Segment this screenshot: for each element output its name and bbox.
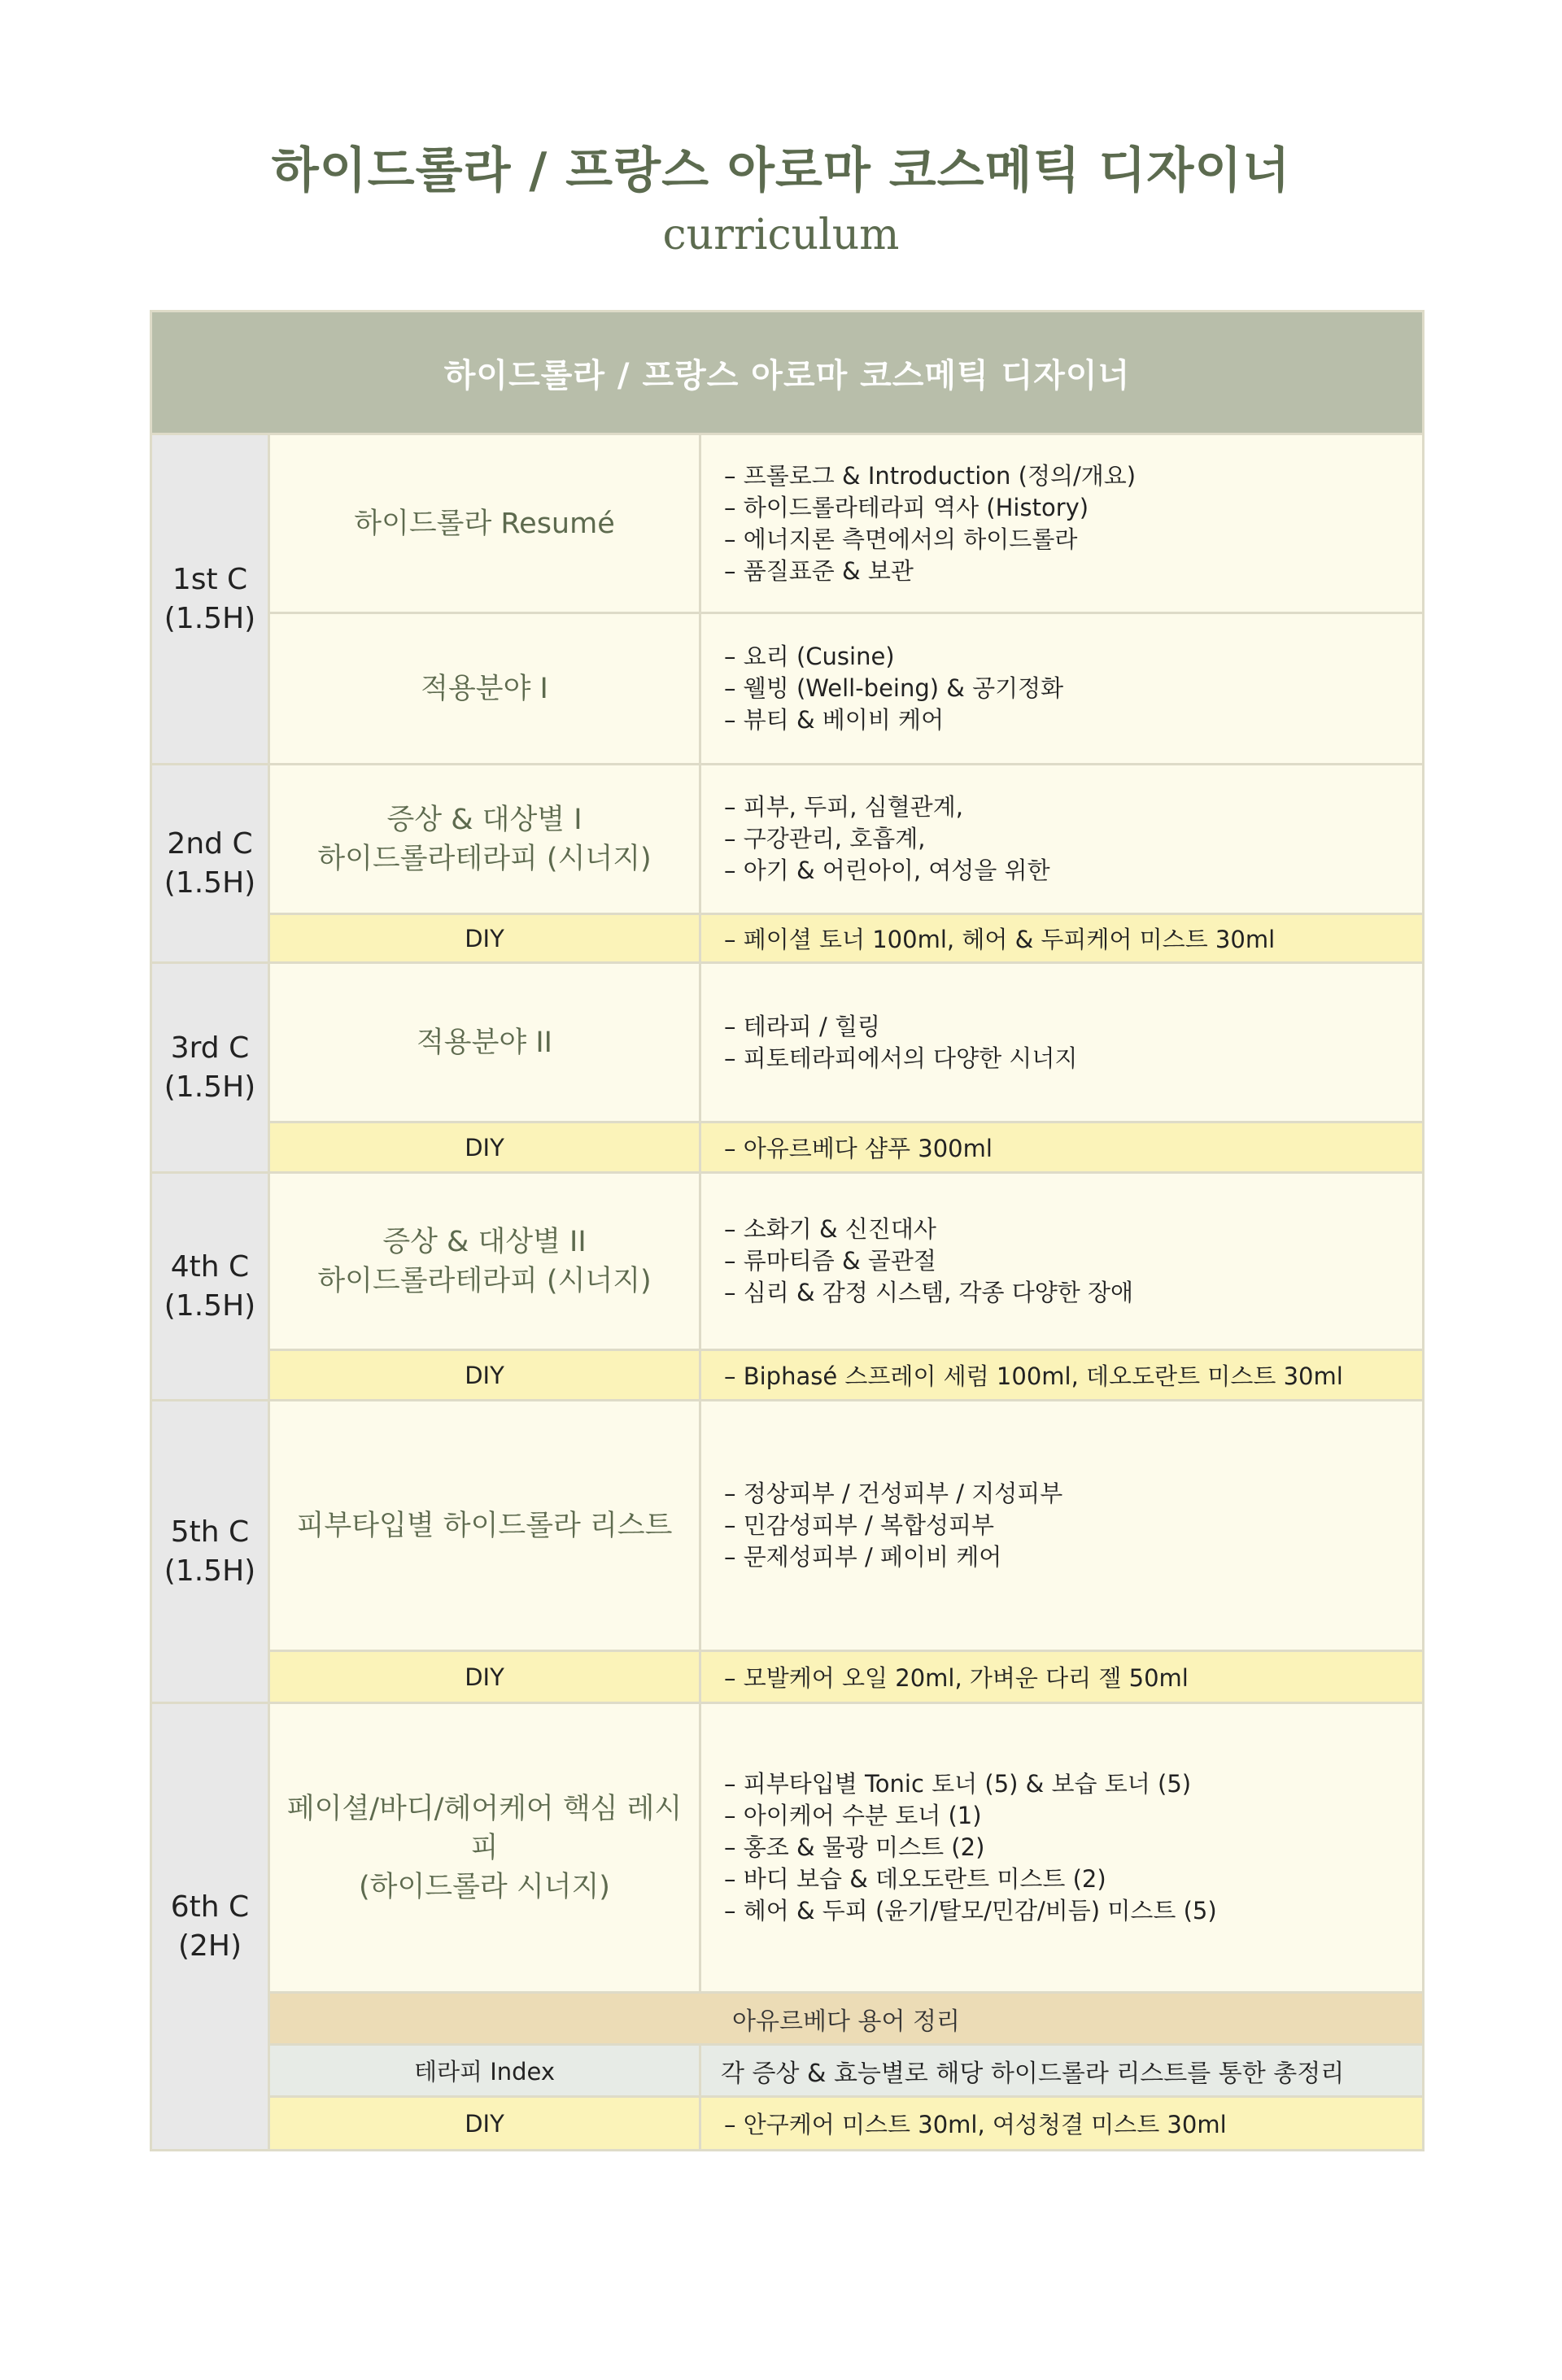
session-label <box>151 434 269 765</box>
diy-row <box>151 1651 1424 1703</box>
topic-cell <box>269 963 700 1122</box>
diy-content: – 안구케어 미스트 30ml, 여성청결 미스트 30ml <box>700 2097 1424 2151</box>
topic-text: (하이드롤라 시너지) <box>359 1870 610 1903</box>
diy-label: DIY <box>269 1651 700 1703</box>
content-item: – 소화기 & 신진대사 <box>724 1215 936 1243</box>
table-row <box>151 1173 1424 1350</box>
content-item: – 홍조 & 물광 미스트 (2) <box>724 1833 985 1861</box>
session-label <box>151 963 269 1173</box>
session-label <box>151 1401 269 1703</box>
table-row <box>151 1401 1424 1651</box>
content-cell <box>700 1173 1424 1350</box>
topic-text: 증상 & 대상별 II <box>382 1225 587 1258</box>
content-cell <box>700 1703 1424 1993</box>
topic-cell <box>269 765 700 914</box>
content-item: – 민감성피부 / 복합성피부 <box>724 1511 995 1539</box>
table-header: 하이드롤라 / 프랑스 아로마 코스메틱 디자이너 <box>151 312 1424 434</box>
diy-content: – 아유르베다 샴푸 300ml <box>700 1122 1424 1173</box>
table-row <box>151 613 1424 765</box>
topic-text: 하이드롤라테라피 (시너지) <box>317 842 652 875</box>
session-duration: (1.5H) <box>164 865 256 900</box>
session-number: 6th C <box>170 1890 250 1924</box>
session-number: 4th C <box>170 1249 250 1284</box>
index-label: 테라피 Index <box>269 2045 700 2097</box>
session-number: 2nd C <box>167 826 253 861</box>
topic-cell <box>269 1703 700 1993</box>
content-item: – 아기 & 어린아이, 여성을 위한 <box>724 857 1050 884</box>
diy-label: DIY <box>269 1122 700 1173</box>
content-item: – 피부타입별 Tonic 토너 (5) & 보습 토너 (5) <box>724 1770 1192 1798</box>
table-row <box>151 1703 1424 1993</box>
table-row <box>151 963 1424 1122</box>
index-content: 각 증상 & 효능별로 해당 하이드롤라 리스트를 통한 총정리 <box>700 2045 1424 2097</box>
diy-label: DIY <box>269 1350 700 1401</box>
content-item: – 구강관리, 호흡계, <box>724 825 926 852</box>
content-cell <box>700 613 1424 765</box>
content-item: – 프롤로그 & Introduction (정의/개요) <box>724 461 1137 490</box>
topic-text: 피부타입별 하이드롤라 리스트 <box>296 1509 673 1542</box>
diy-row <box>151 1350 1424 1401</box>
diy-content: – Biphasé 스프레이 세럼 100ml, 데오도란트 미스트 30ml <box>700 1350 1424 1401</box>
content-item: – 피부, 두피, 심혈관계, <box>724 793 963 821</box>
diy-row <box>151 914 1424 963</box>
content-item: – 정상피부 / 건성피부 / 지성피부 <box>724 1480 1063 1507</box>
content-item: – 바디 보습 & 데오도란트 미스트 (2) <box>724 1865 1106 1893</box>
session-label <box>151 765 269 963</box>
session-label <box>151 1173 269 1401</box>
content-cell <box>700 765 1424 914</box>
curriculum-table <box>150 310 1425 2151</box>
page-title: 하이드롤라 / 프랑스 아로마 코스메틱 디자이너 <box>271 142 1291 199</box>
content-cell <box>700 434 1424 613</box>
topic-text: 적용분야 I <box>421 672 548 705</box>
content-item: – 뷰티 & 베이비 케어 <box>724 706 945 734</box>
content-item: – 아이케어 수분 토너 (1) <box>724 1802 982 1829</box>
diy-row <box>151 1122 1424 1173</box>
topic-text: 하이드롤라 Resumé <box>354 507 615 540</box>
diy-row <box>151 2097 1424 2151</box>
content-item: – 품질표준 & 보관 <box>724 556 914 585</box>
content-item: – 웰빙 (Well-being) & 공기정화 <box>724 674 1064 702</box>
content-item: – 에너지론 측면에서의 하이드롤라 <box>724 525 1078 553</box>
diy-content: – 모발케어 오일 20ml, 가벼운 다리 젤 50ml <box>700 1651 1424 1703</box>
diy-content: – 페이셜 토너 100ml, 헤어 & 두피케어 미스트 30ml <box>700 914 1424 963</box>
ayurveda-row <box>151 1993 1424 2045</box>
session-duration: (1.5H) <box>164 1554 256 1588</box>
content-item: – 헤어 & 두피 (윤기/탈모/민감/비듬) 미스트 (5) <box>724 1897 1217 1924</box>
content-item: – 심리 & 감정 시스템, 각종 다양한 장애 <box>724 1279 1134 1306</box>
session-number: 1st C <box>172 562 248 596</box>
content-item: – 하이드롤라테라피 역사 (History) <box>724 493 1089 521</box>
session-number: 3rd C <box>170 1031 250 1065</box>
content-item: – 문제성피부 / 페이비 케어 <box>724 1543 1002 1571</box>
content-item: – 테라피 / 힐링 <box>724 1012 880 1040</box>
topic-cell <box>269 613 700 765</box>
topic-cell <box>269 1401 700 1651</box>
diy-label: DIY <box>269 914 700 963</box>
content-item: – 피토테라피에서의 다양한 시너지 <box>724 1044 1078 1072</box>
session-number: 5th C <box>170 1515 250 1549</box>
session-duration: (2H) <box>177 1929 242 1963</box>
topic-text: 증상 & 대상별 I <box>386 803 582 836</box>
diy-label: DIY <box>269 2097 700 2151</box>
session-duration: (1.5H) <box>164 1070 256 1104</box>
session-label <box>151 1703 269 2151</box>
topic-cell <box>269 434 700 613</box>
content-cell <box>700 963 1424 1122</box>
content-cell <box>700 1401 1424 1651</box>
table-row <box>151 434 1424 613</box>
session-duration: (1.5H) <box>164 601 256 635</box>
page-header <box>0 138 1562 264</box>
topic-cell <box>269 1173 700 1350</box>
page-subtitle: curriculum <box>662 211 900 259</box>
table-row <box>151 765 1424 914</box>
content-item: – 요리 (Cusine) <box>724 643 895 670</box>
topic-text: 하이드롤라테라피 (시너지) <box>317 1264 652 1297</box>
topic-text: 페이셜/바디/헤어케어 핵심 레시피 <box>286 1792 683 1864</box>
index-row <box>151 2045 1424 2097</box>
content-item: – 류마티즘 & 골관절 <box>724 1247 936 1275</box>
ayurveda-glossary: 아유르베다 용어 정리 <box>269 1993 1424 2045</box>
topic-text: 적용분야 II <box>416 1026 552 1059</box>
session-duration: (1.5H) <box>164 1288 256 1323</box>
